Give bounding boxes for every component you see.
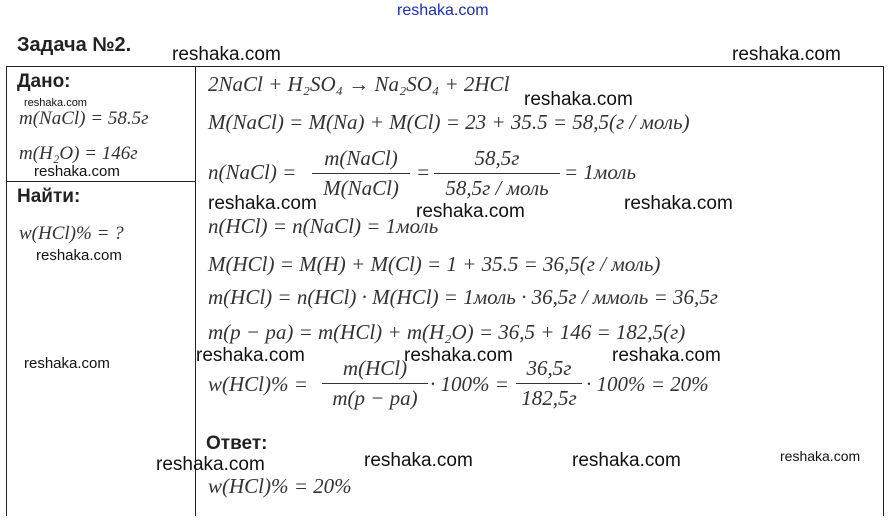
watermark: reshaka.com [24,97,87,109]
w-hcl-lhs: w(HCl)% = [208,372,308,396]
watermark: reshaka.com [172,44,281,65]
table-right-border [883,66,884,516]
w-hcl-fraction-2 [516,356,582,411]
watermark: reshaka.com [624,193,733,214]
molar-mass-nacl-line: M(NaCl) = M(Na) + M(Cl) = 23 + 35.5 = 58,5(г / моль) [208,110,690,134]
watermark: reshaka.com [24,355,110,372]
watermark: reshaka.com [34,163,120,180]
answer-value: w(HCl)% = 20% [208,474,352,498]
table-column-divider [195,66,196,516]
n-nacl-lhs: n(NaCl) = [208,160,297,184]
w-hcl-result: · 100% = 20% [586,372,709,396]
given-mass-water: m(H₂O) = 146г [19,143,138,164]
molar-mass-hcl-line: M(HCl) = M(H) + M(Cl) = 1 + 35.5 = 36,5(г / моль) [208,252,661,276]
equals-sign: = [416,160,431,184]
given-label: Дано: [17,71,71,92]
table-top-border [6,66,883,67]
watermark: reshaka.com [524,89,633,110]
fraction-bar [516,383,582,384]
n-hcl-line: n(HCl) = n(NaCl) = 1моль [208,214,439,238]
w-hcl-denominator-2: 182,5г [521,386,577,410]
w-hcl-numerator-2: 36,5г [526,356,572,380]
mass-solution-line: m(p − pa) = m(HCl) + m(H₂O) = 36,5 + 146 = 182,5(г) [208,320,686,344]
n-nacl-numerator-2: 58,5г [474,146,520,170]
n-nacl-result: = 1моль [564,160,637,184]
n-nacl-numerator-1: m(NaCl) [324,146,398,170]
n-nacl-fraction-1 [312,146,410,201]
reaction-equation: 2NaCl + H₂SO₄ → Na₂SO₄ + 2HCl [208,72,510,96]
watermark: reshaka.com [404,345,513,366]
find-label: Найти: [17,186,81,207]
given-mass-nacl: m(NaCl) = 58.5г [19,108,149,129]
answer-label: Ответ: [206,433,268,454]
watermark: reshaka.com [196,345,305,366]
find-mass-fraction: w(HCl)% = ? [19,223,124,244]
mass-hcl-line: m(HCl) = n(HCl) · M(HCl) = 1моль · 36,5г / ммоль = 36,5г [208,285,718,309]
watermark: reshaka.com [780,448,861,464]
watermark: reshaka.com [416,201,525,222]
fraction-bar [312,173,410,174]
fraction-bar [322,383,428,384]
watermark: reshaka.com [364,450,473,471]
n-nacl-denominator-2: 58,5г / моль [445,176,549,200]
given-find-divider [6,181,195,182]
watermark: reshaka.com [36,247,122,264]
n-nacl-fraction-2 [434,146,560,201]
n-nacl-denominator-1: M(NaCl) [323,176,399,200]
site-header-link[interactable]: reshaka.com [397,2,489,19]
watermark: reshaka.com [732,44,841,65]
w-hcl-denominator-1: m(p − pa) [332,386,418,410]
task-title: Задача №2. [17,34,132,56]
w-hcl-numerator-1: m(HCl) [342,356,408,380]
watermark: reshaka.com [156,454,265,475]
fraction-bar [434,173,560,174]
table-left-border [6,66,7,516]
w-hcl-mid: · 100% = [430,372,509,396]
watermark: reshaka.com [572,450,681,471]
watermark: reshaka.com [612,345,721,366]
watermark: reshaka.com [208,193,317,214]
